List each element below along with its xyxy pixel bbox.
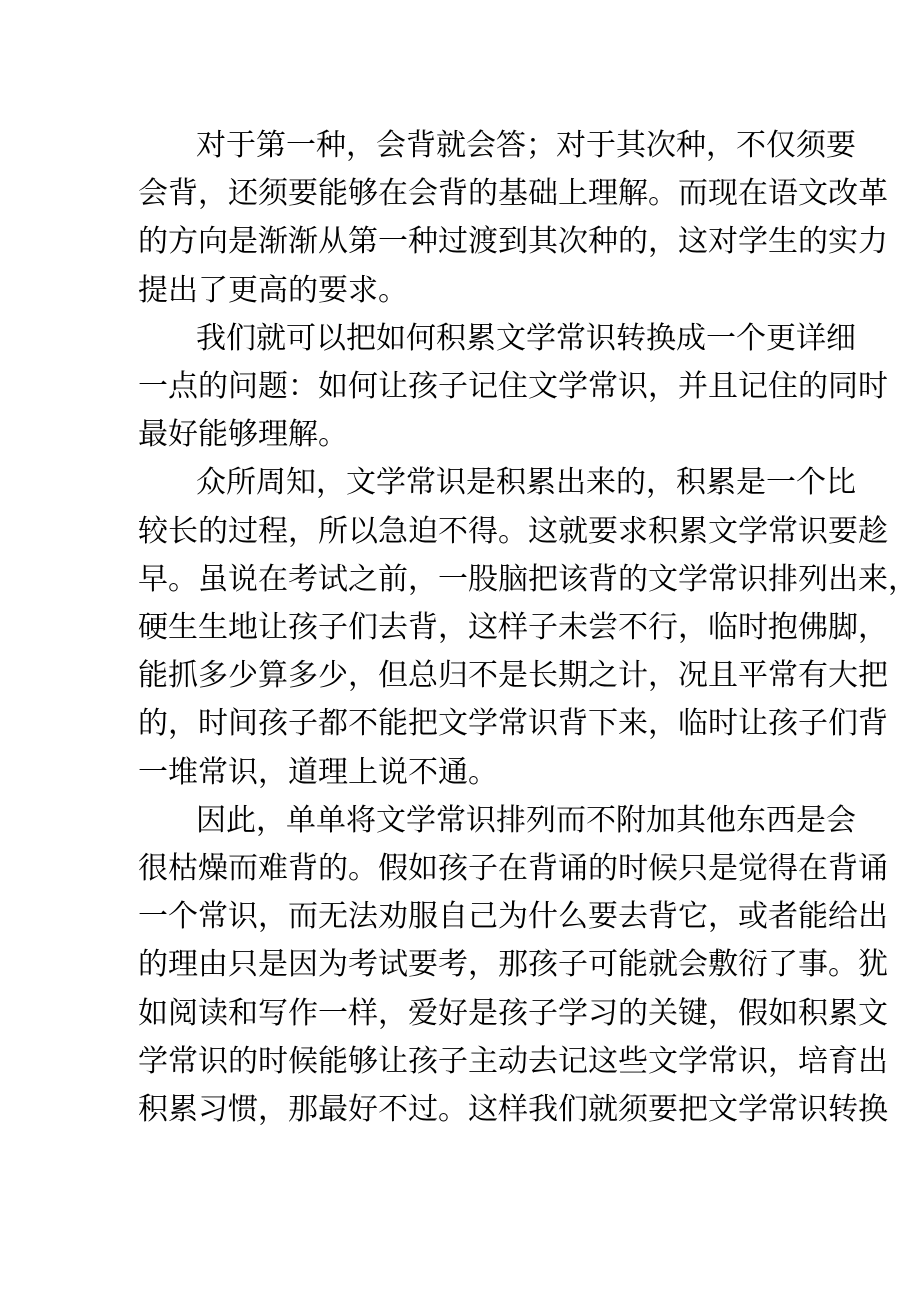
text-line: 会背，还须要能够在会背的基础上理解。而现在语文改革 (138, 176, 888, 212)
text-line: 众所周知，文学常识是积累出来的，积累是一个比 (196, 465, 856, 501)
text-line: 学常识的时候能够让孩子主动去记这些文学常识，培育出 (138, 1043, 888, 1079)
paragraph-2 (138, 315, 888, 460)
text-line: 因此，单单将文学常识排列而不附加其他东西是会 (196, 802, 856, 838)
text-line: 的方向是渐渐从第一种过渡到其次种的，这对学生的实力 (138, 224, 888, 260)
text-line: 早。虽说在考试之前，一股脑把该背的文学常识排列出来， (138, 561, 918, 597)
text-line: 对于第一种，会背就会答；对于其次种，不仅须要 (196, 128, 856, 163)
text-line: 一堆常识，道理上说不通。 (138, 754, 498, 790)
text-line: 最好能够理解。 (138, 417, 348, 453)
text-line: 很枯燥而难背的。假如孩子在背诵的时候只是觉得在背诵 (138, 851, 888, 887)
paragraph-3 (138, 459, 918, 796)
paragraph-1 (138, 122, 888, 315)
text-line: 能抓多少算多少，但总归不是长期之计，况且平常有大把 (138, 658, 888, 694)
text-line: 提出了更高的要求。 (138, 272, 408, 308)
text-line: 我们就可以把如何积累文学常识转换成一个更详细 (196, 320, 856, 356)
text-line: 如阅读和写作一样，爱好是孩子学习的关键，假如积累文 (138, 995, 888, 1031)
document-body (138, 122, 918, 1134)
text-line: 积累习惯，那最好不过。这样我们就须要把文学常识转换 (138, 1092, 888, 1128)
text-line: 一个常识，而无法劝服自己为什么要去背它，或者能给出 (138, 899, 888, 935)
text-line: 的，时间孩子都不能把文学常识背下来，临时让孩子们背 (138, 706, 888, 742)
text-line: 较长的过程，所以急迫不得。这就要求积累文学常识要趁 (138, 513, 888, 549)
paragraph-4 (138, 797, 888, 1134)
text-line: 的理由只是因为考试要考，那孩子可能就会敷衍了事。犹 (138, 947, 888, 983)
text-line: 一点的问题：如何让孩子记住文学常识，并且记住的同时 (138, 369, 888, 405)
text-line: 硬生生地让孩子们去背，这样子未尝不行，临时抱佛脚， (138, 610, 888, 646)
